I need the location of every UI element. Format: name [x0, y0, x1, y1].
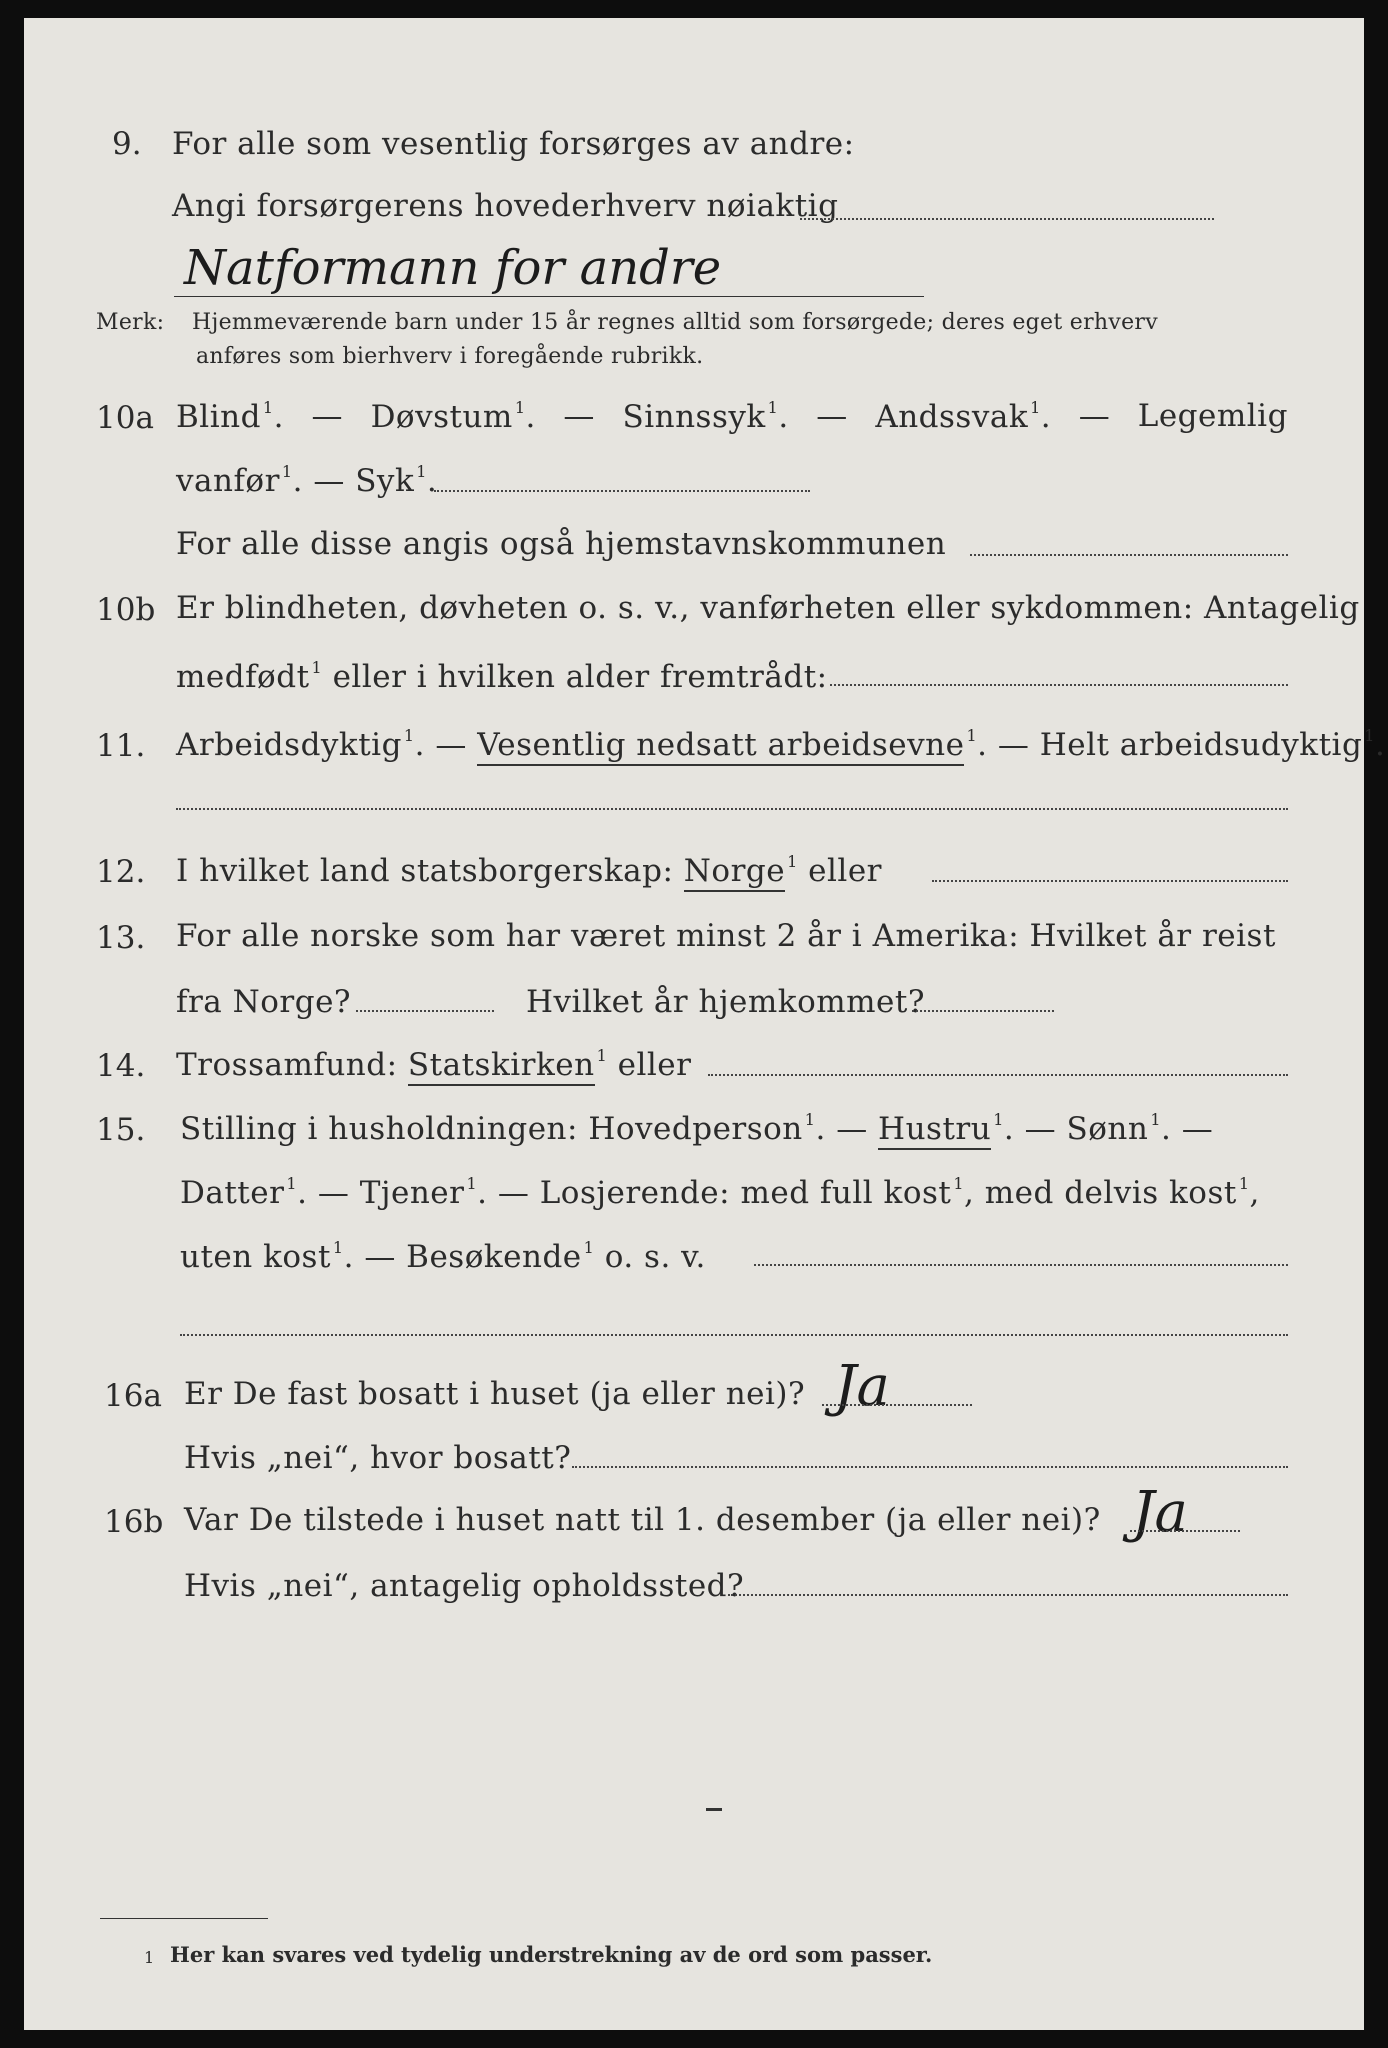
q16a-number: 16a [104, 1378, 162, 1414]
q16b-line2: Hvis „nei“, antagelig opholdssted? [184, 1568, 745, 1604]
footnote-text: Her kan svares ved tydelig understrekning av de ord som passer. [170, 1942, 933, 1967]
q10b-rest: eller i hvilken alder fremtrådt: [332, 659, 828, 695]
q15-dotted-line-2 [180, 1334, 1288, 1336]
q14-line: Trossamfund: Statskirken $^1$ eller [176, 1046, 691, 1083]
q10a-line2: vanfør $^1$. — Syk $^1$. [176, 462, 438, 499]
q9-dotted-line [800, 218, 1214, 220]
q10a-dovstum: Døvstum [370, 399, 513, 435]
footnote-rule [100, 1918, 268, 1919]
q10a-number: 10a [96, 400, 154, 436]
q12-norge-underlined: Norge [684, 853, 785, 892]
q9-handwritten-answer: Natformann for andre [184, 240, 722, 296]
q10a-vanfor: vanfør [176, 463, 280, 499]
q10b-number: 10b [96, 592, 156, 628]
q12-line: I hvilket land statsborgerskap: Norge $^1$ eller [176, 852, 882, 889]
q13-line1: For alle norske som har været minst 2 år i Amerika: Hvilket år reist [176, 918, 1276, 954]
q16b-dotted-line [1130, 1530, 1240, 1532]
q10a-line3: For alle disse angis også hjemstavnskommunen [176, 526, 947, 562]
q10a-line1: Blind $^1$. — Døvstum $^1$. — Sinnssyk $^1$. — Andssvak $^1$. — Legemlig [176, 398, 1288, 435]
q15-line2: Datter $^1$. — Tjener $^1$. — Losjerende: med full kost $^1$, med delvis kost $^1$, [180, 1174, 1260, 1211]
q13-number: 13. [96, 920, 146, 956]
q9-title: For alle som vesentlig forsørges av andre: [172, 126, 855, 162]
q16b-number: 16b [104, 1504, 164, 1540]
q11-helt: Helt arbeidsudyktig [1039, 727, 1363, 763]
q11-line1: Arbeidsdyktig $^1$. — Vesentlig nedsatt arbeidsevne $^1$. — Helt arbeidsudyktig $^1$. [176, 726, 1385, 763]
q14-stat-underlined: Statskirken [408, 1047, 595, 1086]
q10a-syk: Syk [355, 463, 415, 499]
q12-dotted-line [932, 880, 1288, 882]
census-form-page [24, 18, 1386, 2030]
q10b-medfodt: medfødt [176, 659, 310, 695]
q16b-line1: Var De tilstede i huset natt til 1. desember (ja eller nei)? [184, 1502, 1101, 1538]
q16a-line2: Hvis „nei“, hvor bosatt? [184, 1440, 572, 1476]
q16b-opholdssted-dotted-line [728, 1594, 1288, 1596]
merk-line1: Hjemmeværende barn under 15 år regnes alltid som forsørgede; deres eget erhverv [192, 310, 1158, 335]
merk-label: Merk: [96, 310, 165, 335]
q9-line2: Angi forsørgerens hovederhverv nøiaktig [172, 188, 839, 224]
q10a-syk-dotted-line [434, 490, 810, 492]
q11-arbeidsdyktig: Arbeidsdyktig [176, 727, 402, 763]
q12-number: 12. [96, 854, 146, 890]
q9-answer-line [174, 296, 924, 297]
q15-line1: Stilling i husholdningen: Hovedperson $^1$. — Hustru $^1$. — Sønn $^1$. — [180, 1110, 1213, 1147]
q15-number: 15. [96, 1112, 146, 1148]
q11-number: 11. [96, 728, 146, 764]
q13-hjem-dotted-line [912, 1010, 1054, 1012]
q10a-hjemstavn-dotted-line [970, 554, 1288, 556]
merk-line2: anføres som bierhverv i foregående rubrikk. [196, 344, 704, 369]
q15-dotted-line [754, 1264, 1288, 1266]
q16a-handwritten-answer: Ja [834, 1354, 890, 1419]
q13-fra: fra Norge? [176, 984, 352, 1020]
q13-fra-dotted-line [356, 1010, 494, 1012]
q10a-legemlig: Legemlig [1137, 398, 1288, 434]
q12-text: I hvilket land statsborgerskap: [176, 853, 674, 889]
q14-dotted-line [708, 1074, 1288, 1076]
footnote-mark: 1 [144, 1948, 155, 1967]
q10a-blind: Blind [176, 399, 261, 435]
q16a-line1: Er De fast bosatt i huset (ja eller nei)? [184, 1376, 806, 1412]
q10a-sinnssyk: Sinnssyk [622, 399, 766, 435]
q16b-handwritten-answer: Ja [1132, 1480, 1188, 1545]
q13-hjem: Hvilket år hjemkommet? [526, 984, 925, 1020]
q11-dotted-line [176, 808, 1288, 810]
q10a-andssvak: Andssvak [875, 399, 1029, 435]
center-mark [706, 1808, 722, 1811]
q14-number: 14. [96, 1048, 146, 1084]
q16a-bosatt-dotted-line [572, 1466, 1288, 1468]
q9-number: 9. [112, 126, 142, 162]
q10b-dotted-line [830, 684, 1288, 686]
q14-text: Trossamfund: [176, 1047, 398, 1083]
q10b-line1: Er blindheten, døvheten o. s. v., vanførheten eller sykdommen: Antagelig [176, 590, 1360, 626]
q15-line3: uten kost $^1$. — Besøkende $^1$ o. s. v. [180, 1238, 706, 1275]
q16a-dotted-line [822, 1404, 972, 1406]
q10b-line2: medfødt $^1$ eller i hvilken alder fremtrådt: [176, 658, 828, 695]
q11-vesentlig-underlined: Vesentlig nedsatt arbeidsevne [477, 727, 964, 766]
q15-hustru-underlined: Hustru [878, 1111, 991, 1150]
